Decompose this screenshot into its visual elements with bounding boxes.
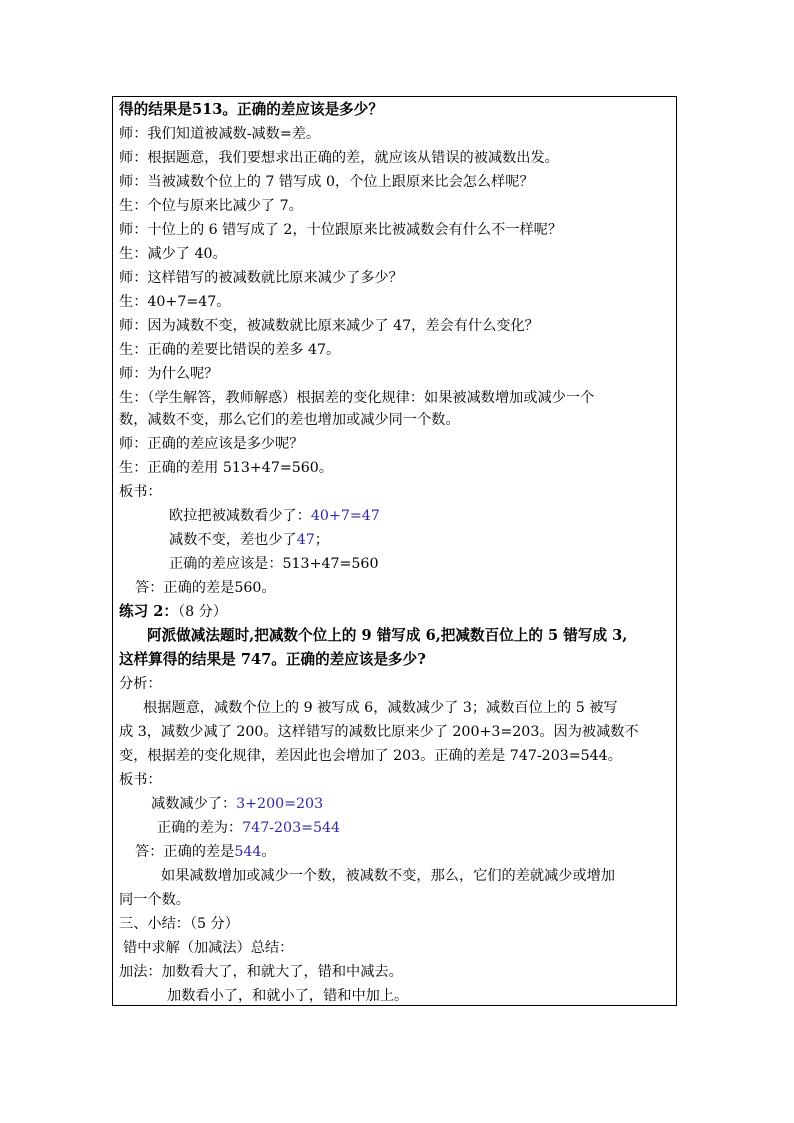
analysis-heading: 分析： [119,676,162,692]
board-line: 正确的差为：747-203=544 [157,820,341,836]
dialogue-line: 生：减少了 40。 [119,246,227,262]
board-line: 减数不变，差也少了47； [169,532,329,548]
dialogue-line: 师：正确的差应该是多少呢？ [119,436,304,452]
dialogue-line: 师：我们知道被减数-减数=差。 [119,126,321,142]
dialogue-line: 师：十位上的 6 错写成了 2，十位跟原来比被减数会有什么不一样呢？ [119,222,563,238]
exercise-heading: 练习 2：（8 分） [119,603,228,620]
board-line: 减数减少了：3+200=203 [151,796,324,812]
dialogue-line: 生：正确的差用 513+47=560。 [119,460,333,476]
summary-heading: 三、小结：（5 分） [119,916,239,932]
answer-line: 答：正确的差是560。 [135,580,276,596]
dialogue-line: 数，减数不变，那么它们的差也增加或减少同一个数。 [119,412,460,428]
dialogue-line: 生：个位与原来比减少了 7。 [119,198,303,214]
board-heading: 板书： [119,772,162,788]
content-table-cell [112,96,677,1006]
summary-line: 加数看小了，和就小了，错和中加上。 [167,988,409,1004]
dialogue-line: 师：这样错写的被减数就比原来减少了多少？ [119,270,403,286]
analysis-text: 成 3，减数少减了 200。这样错写的减数比原来少了 200+3=203。因为被减数不 [119,724,639,740]
rule-text: 如果减数增加或减少一个数，被减数不变，那么，它们的差就减少或增加 [161,868,616,884]
rule-text: 同一个数。 [119,892,190,908]
board-line: 正确的差应该是：513+47=560 [169,556,379,572]
problem-question-end: 得的结果是513。正确的差应该是多少？ [119,101,383,118]
dialogue-line: 生：正确的差要比错误的差多 47。 [119,342,341,358]
dialogue-line: 生：40+7=47。 [119,294,231,310]
analysis-text: 根据题意，减数个位上的 9 被写成 6，减数减少了 3；减数百位上的 5 被写 [143,700,618,716]
dialogue-line: 师：为什么呢？ [119,366,219,382]
answer-line: 答：正确的差是544。 [135,844,276,860]
dialogue-line: 师：因为减数不变，被减数就比原来减少了 47，差会有什么变化？ [119,318,539,334]
dialogue-line: 师：当被减数个位上的 7 错写成 0，个位上跟原来比会怎么样呢？ [119,174,534,190]
dialogue-line: 生：（学生解答，教师解惑）根据差的变化规律：如果被减数增加或减少一个 [119,390,595,406]
summary-line: 错中求解（加减法）总结： [123,940,294,956]
summary-line: 加法：加数看大了，和就大了，错和中减去。 [119,964,403,980]
dialogue-line: 师：根据题意，我们要想求出正确的差，就应该从错误的被减数出发。 [119,150,559,166]
board-line: 欧拉把被减数看少了：40+7=47 [169,508,380,524]
exercise-problem: 这样算得的结果是 747。正确的差应该是多少? [119,651,426,668]
analysis-text: 变，根据差的变化规律，差因此也会增加了 203。正确的差是 747-203=544。 [119,748,622,764]
exercise-problem: 阿派做减法题时,把减数个位上的 9 错写成 6,把减数百位上的 5 错写成 3, [147,627,628,644]
board-heading: 板书： [119,484,162,500]
